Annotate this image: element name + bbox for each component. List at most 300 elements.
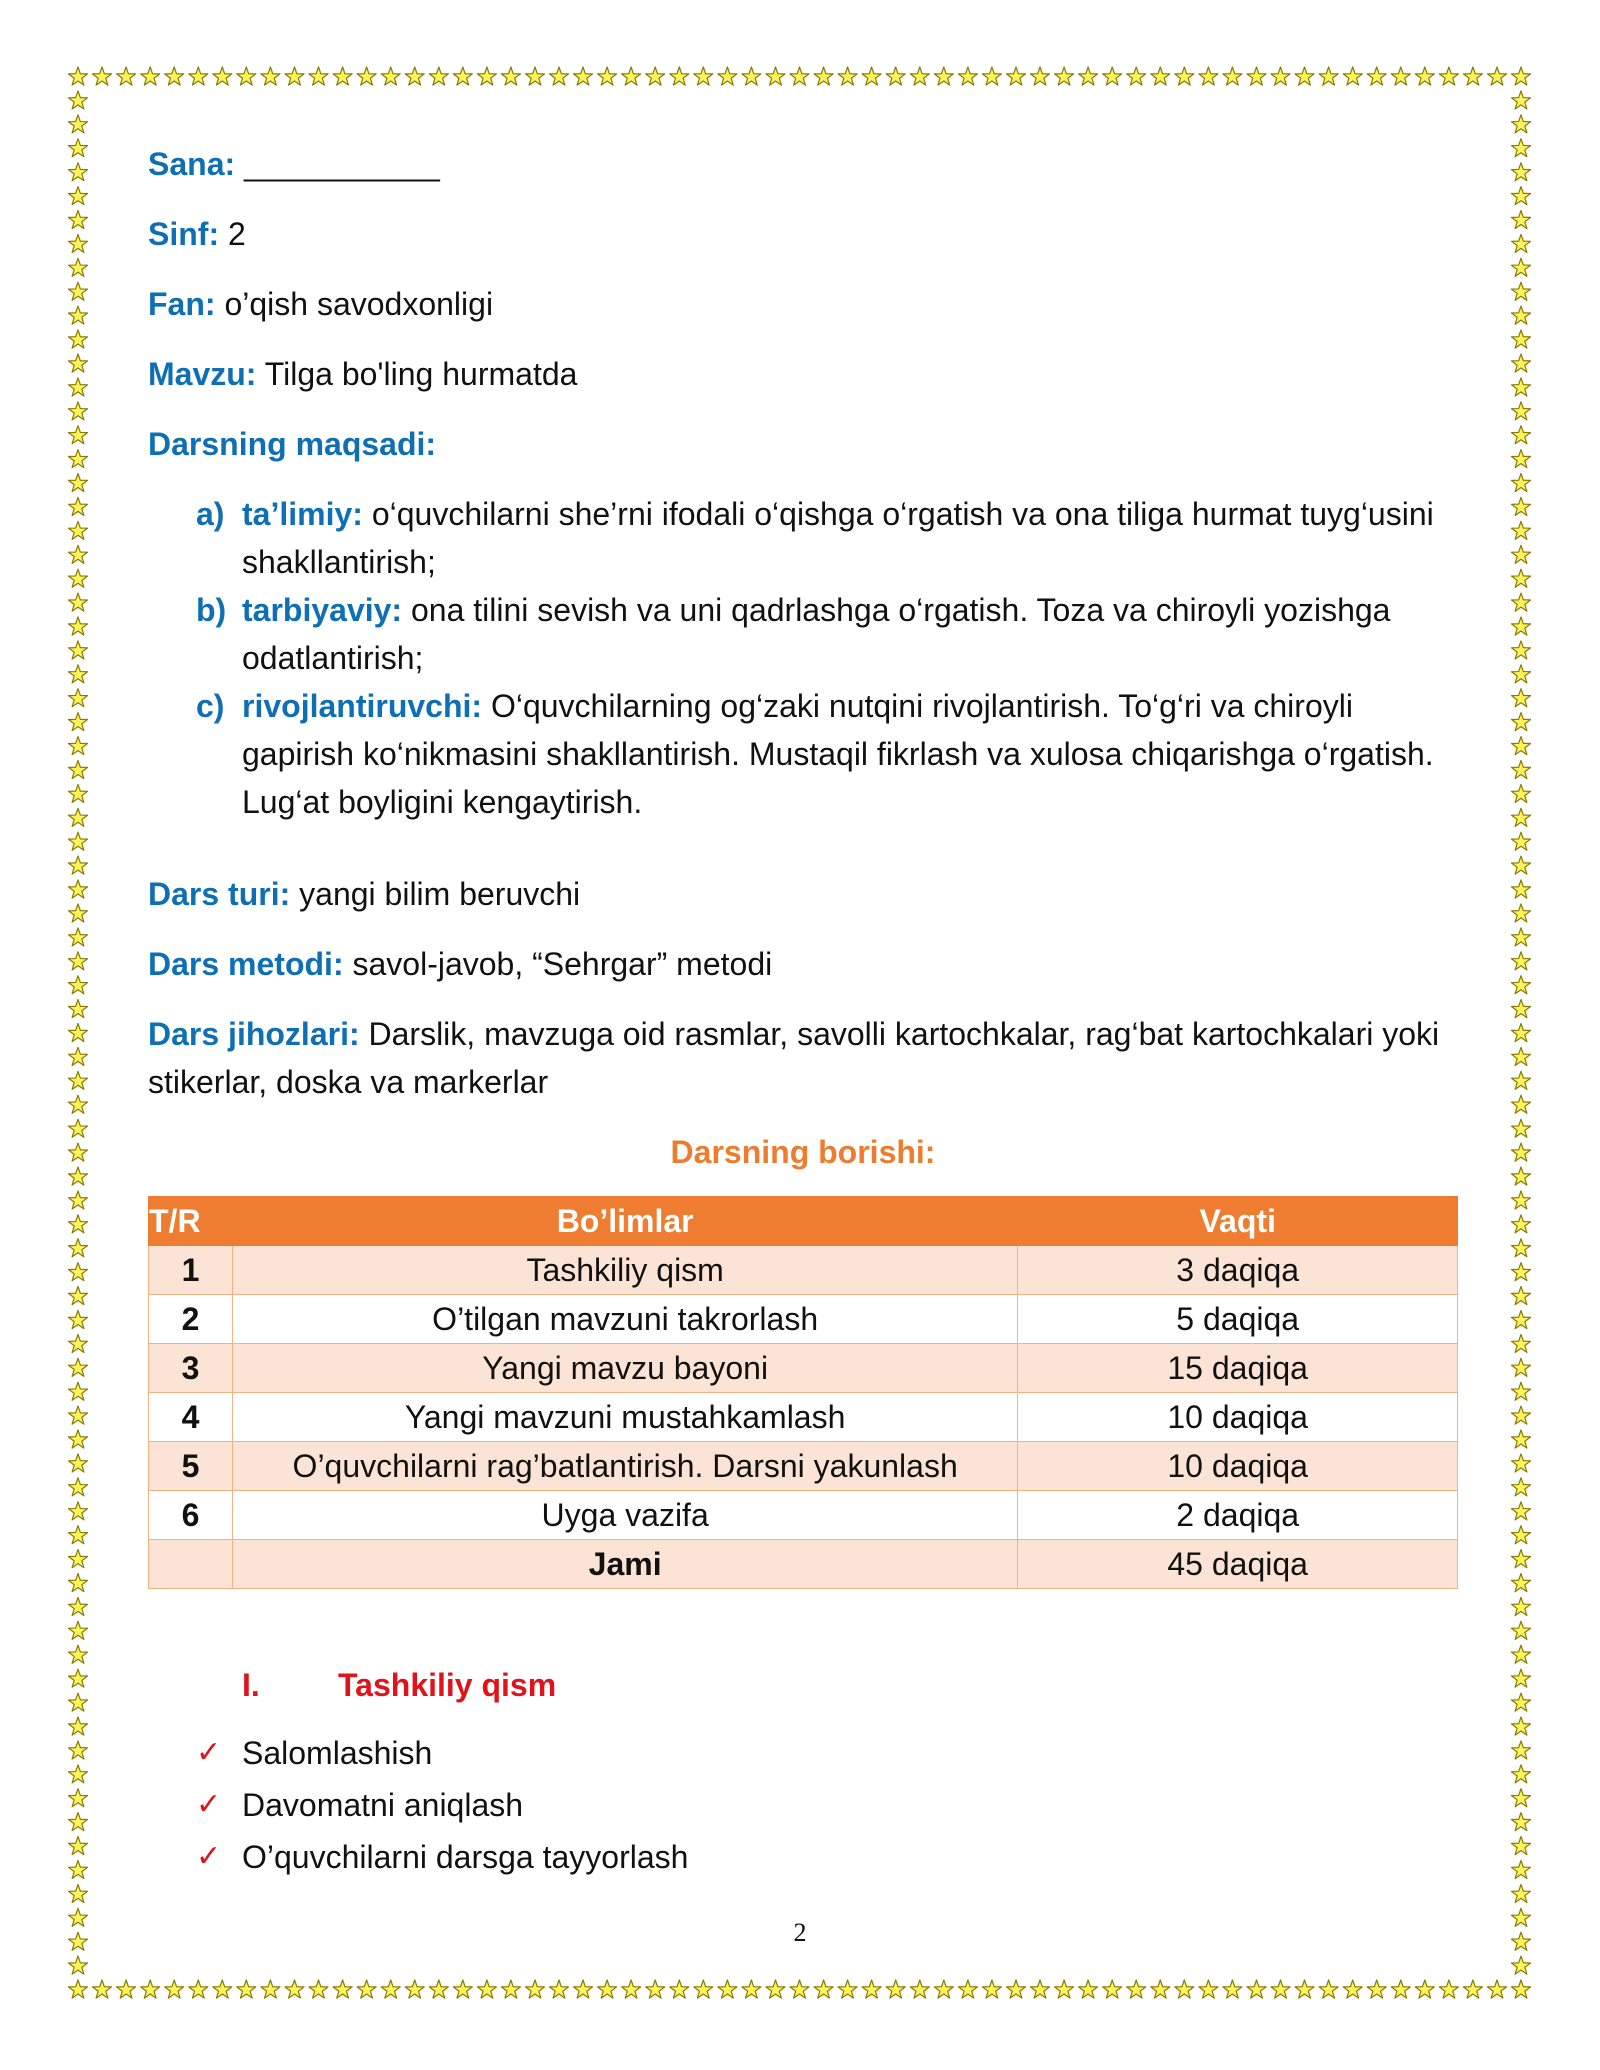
star-icon [1511, 665, 1530, 683]
list-item [148, 1779, 1458, 1831]
star-icon [1511, 1454, 1530, 1472]
star-icon [1511, 1143, 1530, 1161]
star-icon [1511, 689, 1530, 707]
total-row [149, 1540, 1458, 1589]
star-icon [1391, 67, 1410, 85]
star-icon [573, 1980, 592, 1998]
star-icon [68, 1574, 87, 1592]
star-icon [1511, 880, 1530, 898]
star-icon [1295, 67, 1314, 85]
star-icon [68, 1287, 87, 1305]
star-icon [68, 450, 87, 468]
star-icon [1439, 67, 1458, 85]
part-title: Tashkiliy qism [338, 1667, 557, 1703]
star-icon [1199, 1980, 1218, 1998]
star-icon [261, 67, 280, 85]
lesson-method-value: savol-javob, “Sehrgar” metodi [352, 946, 773, 982]
schedule-header-row [149, 1197, 1458, 1246]
star-icon [838, 1980, 857, 1998]
star-icon [982, 67, 1001, 85]
star-icon [1511, 1119, 1530, 1137]
star-icon [429, 1980, 448, 1998]
star-icon [1030, 1980, 1049, 1998]
star-icon [1415, 1980, 1434, 1998]
row-time: 10 daqiqa [1018, 1393, 1458, 1442]
star-icon [1511, 1789, 1530, 1807]
star-icon [453, 67, 472, 85]
star-icon [68, 1717, 87, 1735]
star-icon [1511, 521, 1530, 539]
star-icon [68, 1311, 87, 1329]
star-icon [934, 1980, 953, 1998]
star-icon [1055, 67, 1074, 85]
star-icon [68, 1813, 87, 1831]
star-icon [189, 1980, 208, 1998]
star-icon [68, 258, 87, 276]
star-icon [1319, 67, 1338, 85]
star-icon [1511, 1095, 1530, 1113]
star-icon [1511, 593, 1530, 611]
star-icon [68, 1980, 87, 1998]
lesson-method-field [148, 940, 1458, 988]
star-icon [1511, 1813, 1530, 1831]
star-icon [1006, 1980, 1025, 1998]
star-icon [1127, 1980, 1146, 1998]
star-icon [68, 904, 87, 922]
list-item-text: O’quvchilarni darsga tayyorlash [242, 1839, 689, 1875]
star-icon [68, 1621, 87, 1639]
topic-field [148, 350, 1458, 398]
star-icon [1511, 330, 1530, 348]
star-icon [68, 1669, 87, 1687]
star-icon [766, 1980, 785, 1998]
star-icon [862, 1980, 881, 1998]
star-icon [333, 1980, 352, 1998]
star-icon [309, 1980, 328, 1998]
star-icon [1511, 1382, 1530, 1400]
star-icon [1006, 67, 1025, 85]
star-icon [1511, 1621, 1530, 1639]
class-label: Sinf: [148, 216, 220, 252]
schedule-title: Darsning borishi: [670, 1134, 936, 1170]
star-icon [1511, 1000, 1530, 1018]
star-icon [1511, 1860, 1530, 1878]
star-icon [1511, 1502, 1530, 1520]
star-icon [165, 67, 184, 85]
star-icon [68, 737, 87, 755]
star-icon [1295, 1980, 1314, 1998]
total-value: 45 daqiqa [1018, 1540, 1458, 1589]
column-header-section: Bo’limlar [232, 1197, 1017, 1246]
lesson-plan-page [148, 140, 1458, 1883]
star-icon [1511, 1765, 1530, 1783]
star-icon [790, 67, 809, 85]
table-row [149, 1246, 1458, 1295]
column-header-time: Vaqti [1018, 1197, 1458, 1246]
star-icon [68, 713, 87, 731]
star-icon [1511, 234, 1530, 252]
star-icon [501, 67, 520, 85]
star-icon [68, 1693, 87, 1711]
star-icon [68, 1095, 87, 1113]
row-time: 5 daqiqa [1018, 1295, 1458, 1344]
lesson-method-label: Dars metodi: [148, 946, 344, 982]
objective-item [148, 586, 1458, 682]
star-icon [261, 1980, 280, 1998]
star-icon [1247, 1980, 1266, 1998]
row-number: 6 [149, 1491, 233, 1540]
row-section: Tashkiliy qism [232, 1246, 1017, 1295]
star-icon [1511, 497, 1530, 515]
star-icon [68, 1215, 87, 1233]
star-icon [237, 1980, 256, 1998]
row-time: 15 daqiqa [1018, 1344, 1458, 1393]
star-icon [285, 1980, 304, 1998]
list-item [148, 1727, 1458, 1779]
star-icon [1343, 67, 1362, 85]
star-icon [333, 67, 352, 85]
star-icon [68, 856, 87, 874]
star-icon [1511, 737, 1530, 755]
objectives-list [148, 490, 1458, 826]
star-icon [1223, 67, 1242, 85]
lesson-equipment-field [148, 1010, 1458, 1106]
row-section: Uyga vazifa [232, 1491, 1017, 1540]
objective-letter: b) [196, 592, 227, 628]
star-icon [68, 1550, 87, 1568]
table-row [149, 1295, 1458, 1344]
star-icon [68, 1167, 87, 1185]
star-icon [1511, 545, 1530, 563]
star-icon [68, 1478, 87, 1496]
star-icon [1511, 1597, 1530, 1615]
star-icon [68, 928, 87, 946]
star-icon [1511, 1406, 1530, 1424]
star-icon [622, 1980, 641, 1998]
star-icon [68, 402, 87, 420]
star-icon [68, 1239, 87, 1257]
star-icon [1511, 1980, 1530, 1998]
star-icon [357, 1980, 376, 1998]
star-icon [1199, 67, 1218, 85]
class-value: 2 [227, 216, 246, 252]
star-icon [1439, 1980, 1458, 1998]
star-icon [1247, 67, 1266, 85]
star-icon [68, 689, 87, 707]
star-icon [646, 1980, 665, 1998]
part-numeral: I. [242, 1667, 260, 1703]
star-icon [1415, 67, 1434, 85]
star-icon [1511, 1550, 1530, 1568]
star-icon [68, 976, 87, 994]
star-icon [1271, 1980, 1290, 1998]
star-icon [910, 1980, 929, 1998]
star-icon [92, 1980, 111, 1998]
lesson-equipment-value: Darslik, mavzuga oid rasmlar, savolli kartochkalar, rag‘bat kartochkalari yoki stikerlar, doska va markerlar [148, 1016, 1440, 1100]
row-number: 3 [149, 1344, 233, 1393]
star-icon [1391, 1980, 1410, 1998]
star-icon [1511, 67, 1530, 85]
star-icon [1175, 67, 1194, 85]
star-icon [1511, 115, 1530, 133]
star-icon [68, 1765, 87, 1783]
star-icon [1511, 1717, 1530, 1735]
star-icon [68, 1789, 87, 1807]
objective-letter: a) [196, 496, 225, 532]
star-icon [68, 1071, 87, 1089]
star-icon [622, 67, 641, 85]
row-time: 3 daqiqa [1018, 1246, 1458, 1295]
subject-label: Fan: [148, 286, 216, 322]
star-icon [1487, 67, 1506, 85]
star-icon [68, 139, 87, 157]
star-icon [598, 67, 617, 85]
part-heading [148, 1661, 1458, 1709]
star-icon [1511, 1837, 1530, 1855]
row-section: Yangi mavzu bayoni [232, 1344, 1017, 1393]
star-icon [1511, 91, 1530, 109]
star-icon [68, 1406, 87, 1424]
objective-label: ta’limiy: [242, 496, 363, 532]
star-icon [68, 1119, 87, 1137]
star-icon [68, 1884, 87, 1902]
lesson-type-label: Dars turi: [148, 876, 291, 912]
star-icon [68, 378, 87, 396]
star-icon [1511, 1693, 1530, 1711]
star-icon [1151, 67, 1170, 85]
star-icon [1511, 211, 1530, 229]
row-number: 2 [149, 1295, 233, 1344]
star-icon [68, 354, 87, 372]
star-icon [1367, 1980, 1386, 1998]
star-icon [1343, 1980, 1362, 1998]
star-icon [1463, 67, 1482, 85]
star-icon [1511, 1956, 1530, 1974]
star-icon [1511, 1430, 1530, 1448]
star-icon [742, 1980, 761, 1998]
date-label: Sana: [148, 146, 236, 182]
objective-label: tarbiyaviy: [242, 592, 403, 628]
star-icon [1511, 617, 1530, 635]
star-icon [525, 67, 544, 85]
star-icon [1487, 1980, 1506, 1998]
total-empty-cell [149, 1540, 233, 1589]
star-icon [1079, 1980, 1098, 1998]
star-icon [68, 880, 87, 898]
star-icon [718, 67, 737, 85]
star-icon [68, 1956, 87, 1974]
column-header-number: T/R [149, 1197, 233, 1246]
star-icon [1030, 67, 1049, 85]
star-icon [1511, 306, 1530, 324]
star-icon [405, 67, 424, 85]
star-icon [141, 67, 160, 85]
star-icon [453, 1980, 472, 1998]
star-icon [1511, 761, 1530, 779]
star-icon [862, 67, 881, 85]
star-icon [1319, 1980, 1338, 1998]
star-icon [1511, 282, 1530, 300]
star-icon [1511, 378, 1530, 396]
star-icon [1511, 713, 1530, 731]
star-icon [525, 1980, 544, 1998]
star-icon [1511, 1071, 1530, 1089]
star-icon [910, 67, 929, 85]
star-icon [1175, 1980, 1194, 1998]
star-icon [68, 1263, 87, 1281]
subject-value: o’qish savodxonligi [224, 286, 494, 322]
star-icon [68, 330, 87, 348]
star-icon [934, 67, 953, 85]
date-value: ___________ [244, 146, 440, 182]
star-icon [1511, 1334, 1530, 1352]
star-icon [68, 521, 87, 539]
star-icon [68, 569, 87, 587]
star-icon [189, 67, 208, 85]
star-icon [670, 67, 689, 85]
star-icon [68, 593, 87, 611]
star-icon [598, 1980, 617, 1998]
star-icon [1511, 904, 1530, 922]
star-icon [1511, 1358, 1530, 1376]
star-icon [838, 67, 857, 85]
objective-text: O‘quvchilarning og‘zaki nutqini rivojlantirish. To‘g‘ri va chiroyli gapirish ko‘nikmasini shakllantirish. Mustaqil fikrlash va xulosa chiqarishga o‘rgatish. Lug‘at boyligini kengaytirish. [242, 688, 1434, 820]
star-icon [68, 1502, 87, 1520]
topic-value: Tilga bo'ling hurmatda [264, 356, 578, 392]
star-icon [141, 1980, 160, 1998]
star-icon [1511, 1287, 1530, 1305]
star-icon [68, 115, 87, 133]
objective-letter: c) [196, 688, 225, 724]
star-icon [68, 187, 87, 205]
part-checklist [148, 1727, 1458, 1883]
star-icon [1511, 641, 1530, 659]
star-icon [213, 1980, 232, 1998]
star-icon [1511, 784, 1530, 802]
star-icon [68, 1024, 87, 1042]
star-icon [357, 67, 376, 85]
check-icon: ✓ [196, 1736, 222, 1769]
table-row [149, 1442, 1458, 1491]
star-icon [429, 67, 448, 85]
star-icon [1511, 1191, 1530, 1209]
star-icon [1511, 258, 1530, 276]
star-icon [117, 1980, 136, 1998]
star-icon [1511, 808, 1530, 826]
star-icon [68, 426, 87, 444]
table-row [149, 1344, 1458, 1393]
date-field [148, 140, 1458, 188]
row-time: 10 daqiqa [1018, 1442, 1458, 1491]
star-icon [68, 163, 87, 181]
star-icon [694, 67, 713, 85]
star-icon [68, 474, 87, 492]
star-icon [1511, 450, 1530, 468]
star-icon [309, 67, 328, 85]
star-icon [694, 1980, 713, 1998]
star-icon [766, 67, 785, 85]
row-number: 5 [149, 1442, 233, 1491]
star-icon [790, 1980, 809, 1998]
star-icon [886, 1980, 905, 1998]
objective-label: rivojlantiruvchi: [242, 688, 483, 724]
star-icon [1511, 1669, 1530, 1687]
objective-text: o‘quvchilarni she’rni ifodali o‘qishga o‘rgatish va ona tiliga hurmat tuyg‘usini shakllantirish; [242, 496, 1434, 580]
star-icon [1511, 1311, 1530, 1329]
star-icon [1511, 187, 1530, 205]
star-icon [68, 784, 87, 802]
star-icon [1511, 1741, 1530, 1759]
star-icon [68, 1837, 87, 1855]
star-icon [549, 1980, 568, 1998]
lesson-type-value: yangi bilim beruvchi [299, 876, 581, 912]
star-icon [1511, 1215, 1530, 1233]
star-icon [285, 67, 304, 85]
star-icon [1511, 426, 1530, 444]
star-icon [1103, 1980, 1122, 1998]
star-icon [1511, 856, 1530, 874]
star-icon [1127, 67, 1146, 85]
list-item-text: Salomlashish [242, 1735, 433, 1771]
schedule-table [148, 1196, 1458, 1589]
topic-label: Mavzu: [148, 356, 257, 392]
star-icon [68, 545, 87, 563]
check-icon: ✓ [196, 1788, 222, 1821]
star-icon [68, 1334, 87, 1352]
star-icon [68, 665, 87, 683]
star-icon [646, 67, 665, 85]
star-icon [814, 67, 833, 85]
star-icon [1079, 67, 1098, 85]
list-item [148, 1831, 1458, 1883]
star-icon [1511, 1645, 1530, 1663]
star-icon [886, 67, 905, 85]
star-icon [1511, 1239, 1530, 1257]
star-icon [1511, 1526, 1530, 1544]
star-icon [1271, 67, 1290, 85]
objective-item [148, 682, 1458, 826]
star-icon [573, 67, 592, 85]
star-icon [1223, 1980, 1242, 1998]
star-icon [68, 832, 87, 850]
star-icon [1511, 163, 1530, 181]
page-number: 2 [793, 1918, 807, 1947]
goals-heading [148, 420, 1458, 468]
lesson-equipment-label: Dars jihozlari: [148, 1016, 360, 1052]
star-icon [68, 211, 87, 229]
star-icon [1511, 569, 1530, 587]
star-icon [68, 952, 87, 970]
row-section: O’tilgan mavzuni takrorlash [232, 1295, 1017, 1344]
star-icon [68, 1000, 87, 1018]
check-icon: ✓ [196, 1840, 222, 1873]
star-icon [68, 282, 87, 300]
star-icon [68, 1860, 87, 1878]
star-icon [68, 1645, 87, 1663]
star-icon [958, 67, 977, 85]
class-field [148, 210, 1458, 258]
star-icon [1511, 474, 1530, 492]
star-icon [68, 1143, 87, 1161]
star-icon [68, 1358, 87, 1376]
lesson-type-field [148, 870, 1458, 918]
star-icon [1511, 354, 1530, 372]
star-icon [405, 1980, 424, 1998]
star-icon [670, 1980, 689, 1998]
star-icon [68, 808, 87, 826]
star-icon [68, 1597, 87, 1615]
star-icon [117, 67, 136, 85]
